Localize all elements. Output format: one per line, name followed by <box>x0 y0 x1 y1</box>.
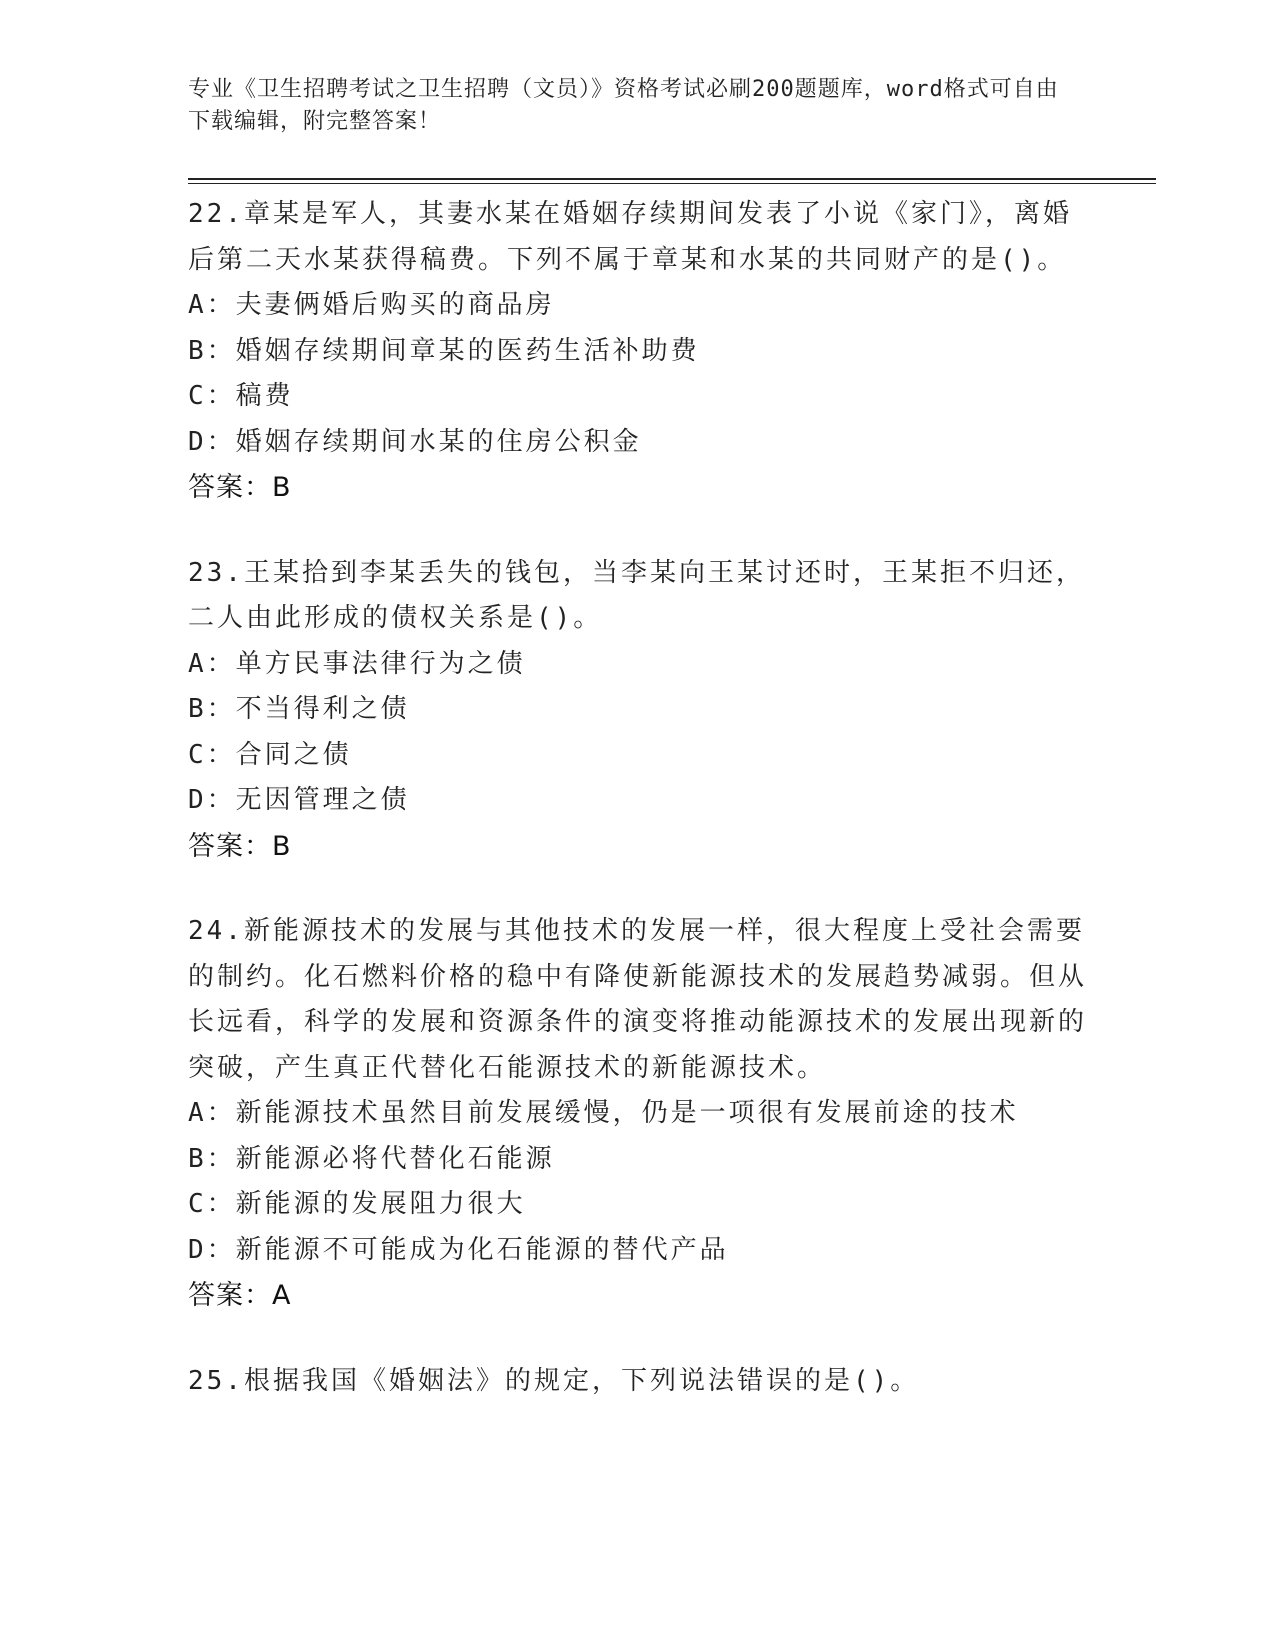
question-stem: 22.章某是军人，其妻水某在婚姻存续期间发表了小说《家门》，离婚后第二天水某获得稿费。下列不属于章某和水某的共同财产的是()。 <box>188 199 1072 275</box>
question-list <box>188 192 1088 1444</box>
option-a: A：单方民事法律行为之债 <box>188 648 526 679</box>
question-24 <box>188 909 1088 1319</box>
option-d: D：婚姻存续期间水某的住房公积金 <box>188 426 642 457</box>
option-c: C：稿费 <box>188 381 294 411</box>
option-a: A：新能源技术虽然目前发展缓慢，仍是一项很有发展前途的技术 <box>188 1098 1019 1128</box>
option-d: D：新能源不可能成为化石能源的替代产品 <box>188 1234 729 1265</box>
question-23 <box>188 551 1088 870</box>
question-25 <box>188 1359 1088 1405</box>
header-rule-thin <box>188 183 1156 184</box>
option-c: C：新能源的发展阻力很大 <box>188 1189 526 1219</box>
option-b: B：不当得利之债 <box>188 694 410 724</box>
option-b: B：新能源必将代替化石能源 <box>188 1143 555 1174</box>
header-rule-thick <box>188 178 1156 180</box>
question-stem: 24.新能源技术的发展与其他技术的发展一样，很大程度上受社会需要的制约。化石燃料价格的稳中有降使新能源技术的发展趋势减弱。但从长远看，科学的发展和资源条件的演变将推动能源技术的发展出现新的突破，产生真正代替化石能源技术的新能源技术。 <box>188 916 1088 1083</box>
document-header: 专业《卫生招聘考试之卫生招聘（文员）》资格考试必刷200题题库，word格式可自由下载编辑，附完整答案！ <box>188 77 1059 134</box>
question-22 <box>188 192 1088 511</box>
answer-line: 答案：B <box>188 830 292 862</box>
option-a: A：夫妻俩婚后购买的商品房 <box>188 290 555 320</box>
answer-line: 答案：A <box>188 1280 292 1311</box>
answer-line: 答案：B <box>188 472 292 503</box>
option-b: B：婚姻存续期间章某的医药生活补助费 <box>188 335 700 366</box>
question-stem: 23.王某拾到李某丢失的钱包，当李某向王某讨还时，王某拒不归还，二人由此形成的债权关系是()。 <box>188 557 1085 633</box>
option-d: D：无因管理之债 <box>188 785 410 815</box>
question-stem: 25.根据我国《婚姻法》的规定，下列说法错误的是()。 <box>188 1365 920 1396</box>
option-c: C：合同之债 <box>188 739 352 770</box>
